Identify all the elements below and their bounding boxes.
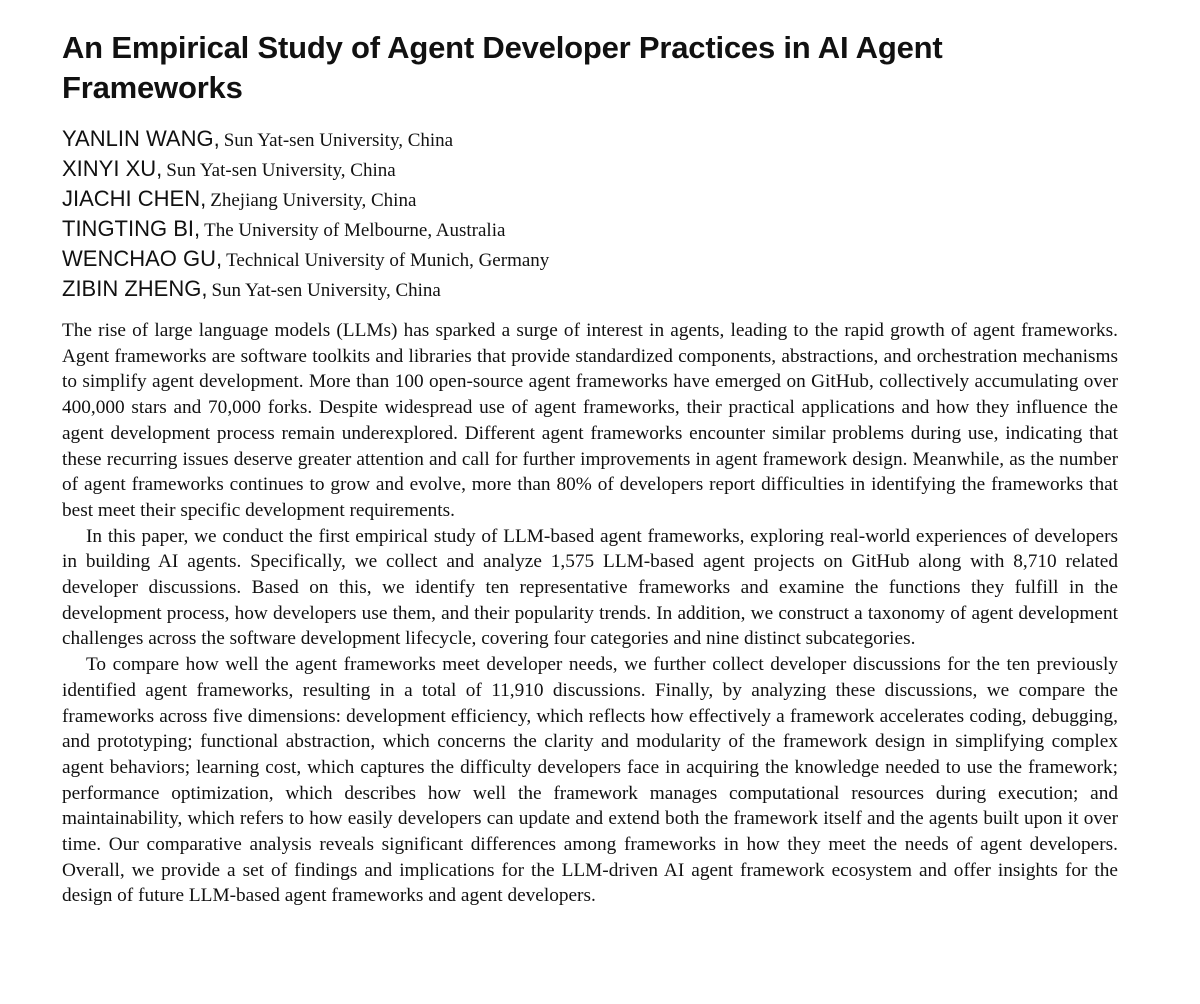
author-affiliation: Sun Yat-sen University, China — [223, 130, 454, 151]
author-affiliation: The University of Melbourne, Australia — [204, 220, 506, 241]
abstract-paragraph: In this paper, we conduct the first empirical study of LLM-based agent frameworks, exploring real-world experiences of developers in building AI agents. Specifically, we collect and analyze 1,575 LLM-based agent projects on GitHub along with 8,710 related developer discussions. Based on this, we identify ten representative frameworks and examine the functions they fulfill in the development process, how developers use them, and their popularity trends. In addition, we construct a taxonomy of agent development challenges across the software development lifecycle, covering four categories and nine distinct subcategories. — [62, 525, 1118, 650]
abstract-paragraph: To compare how well the agent frameworks meet developer needs, we further collect developer discussions for the ten previously identified agent frameworks, resulting in a total of 11,910 discussions. Finally, by analyzing these discussions, we compare the frameworks across five dimensions: development efficiency, which reflects how effectively a framework accelerates coding, debugging, and prototyping; functional abstraction, which concerns the clarity and modularity of the framework design in simplifying complex agent behaviors; learning cost, which captures the difficulty developers face in acquiring the knowledge needed to use the framework; performance optimization, which describes how well the framework manages computational resources during execution; and maintainability, which refers to how easily developers can update and extend both the framework itself and the agents built upon it over time. Our comparative analysis reveals significant differences among frameworks in how they meet the needs of agent developers. Overall, we provide a set of findings and implications for the LLM-driven AI agent framework ecosystem and offer insights for the design of future LLM-based agent frameworks and agent developers. — [62, 654, 1118, 907]
author-affiliation: Zhejiang University, China — [210, 190, 417, 211]
abstract-paragraph: The rise of large language models (LLMs) has sparked a surge of interest in agents, leading to the rapid growth of agent frameworks. Agent frameworks are software toolkits and libraries that provide standardized components, abstractions, and orchestration mechanisms to simplify agent development. More than 100 open-source agent frameworks have emerged on GitHub, collectively accumulating over 400,000 stars and 70,000 forks. Despite widespread use of agent frameworks, their practical applications and how they influence the agent development process remain underexplored. Different agent frameworks encounter similar problems during use, indicating that these recurring issues deserve greater attention and call for further improvements in agent framework design. Meanwhile, as the number of agent frameworks continues to grow and evolve, more than 80% of developers report difficulties in identifying the frameworks that best meet their specific development requirements. — [62, 320, 1118, 521]
author-affiliation: Sun Yat-sen University, China — [166, 160, 396, 181]
author-entry — [62, 154, 1118, 184]
author-entry — [62, 244, 1118, 274]
author-affiliation: Sun Yat-sen University, China — [211, 280, 441, 301]
author-name: JIACHI CHEN, — [62, 186, 207, 211]
author-affiliation: Technical University of Munich, Germany — [226, 250, 550, 271]
author-name: WENCHAO GU, — [62, 246, 223, 271]
author-entry — [62, 214, 1118, 244]
author-entry — [62, 124, 1118, 154]
paper-title: An Empirical Study of Agent Developer Practices in AI Agent Frameworks — [62, 30, 943, 105]
author-entry — [62, 274, 1118, 304]
author-entry — [62, 184, 1118, 214]
paper-page — [62, 28, 1118, 909]
abstract — [62, 318, 1118, 909]
author-name: TINGTING BI, — [62, 216, 201, 241]
author-name: ZIBIN ZHENG, — [62, 276, 208, 301]
author-name: YANLIN WANG, — [62, 126, 220, 151]
author-name: XINYI XU, — [62, 156, 163, 181]
author-list — [62, 124, 1118, 304]
